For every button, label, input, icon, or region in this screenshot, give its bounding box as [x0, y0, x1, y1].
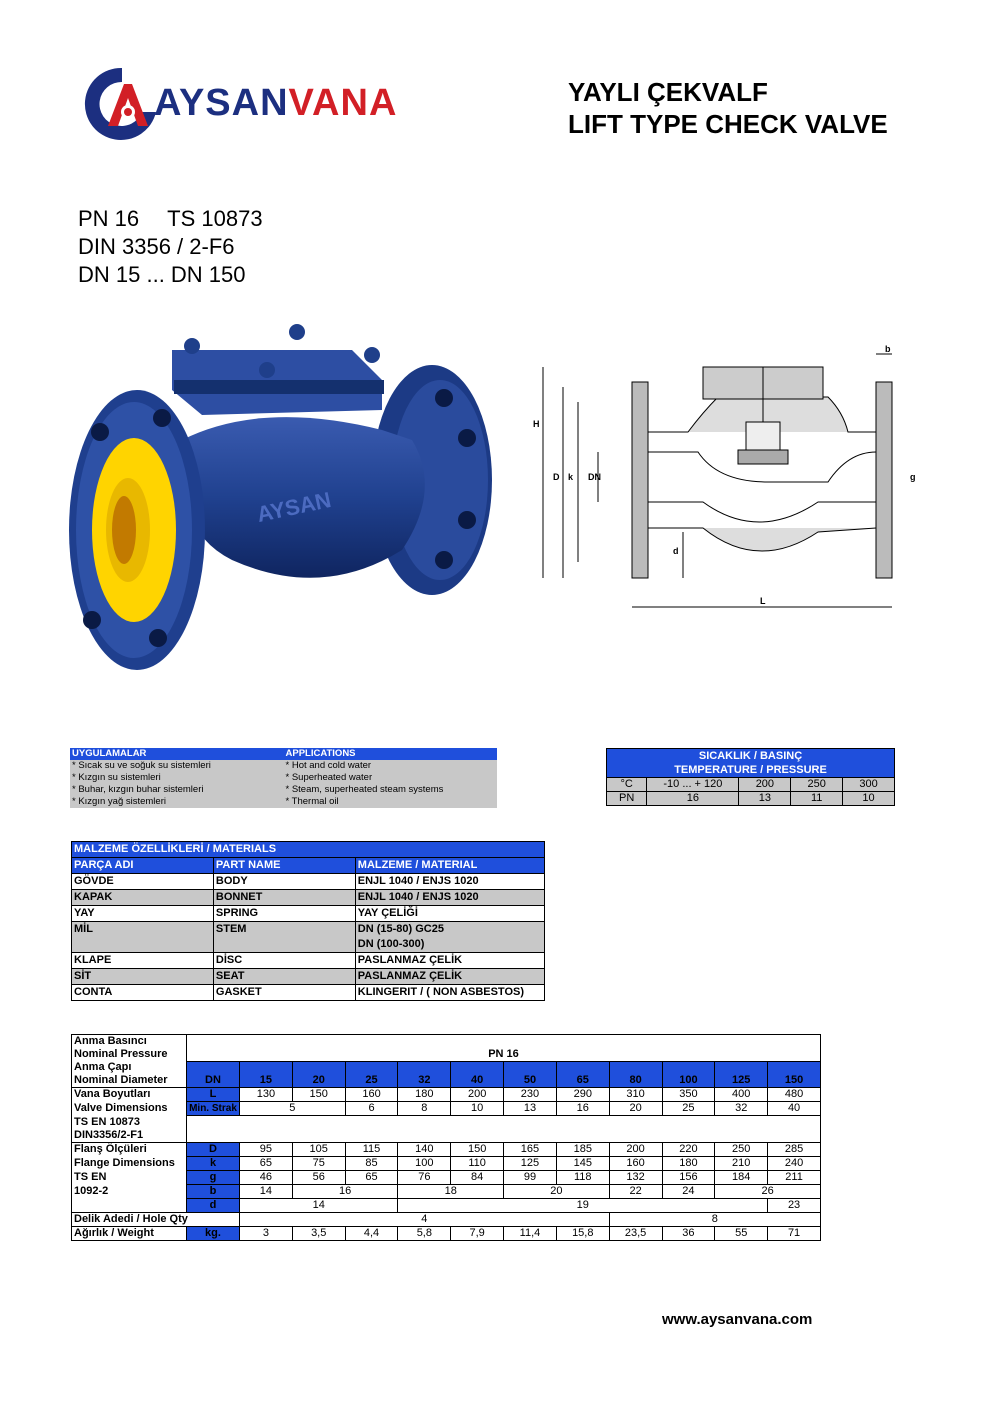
nominal-diameter-label-tr: Anma Çapı: [72, 1061, 187, 1074]
strak-value: 5: [240, 1102, 346, 1116]
weight-value: 3: [240, 1226, 293, 1240]
strak-value: 16: [556, 1102, 609, 1116]
part-material: ENJL 1040 / ENJS 1020: [355, 890, 544, 906]
temp-value: 300: [843, 778, 895, 792]
dim-label-d-hole: d: [673, 546, 679, 556]
dim-label-g: g: [910, 472, 916, 482]
pressure-value: 10: [843, 792, 895, 806]
materials-title: MALZEME ÖZELLİKLERİ / MATERIALS: [72, 842, 545, 858]
l-value: 350: [662, 1088, 715, 1102]
part-name-tr: CONTA: [72, 985, 214, 1001]
g-value: 132: [609, 1170, 662, 1184]
brand-logo: [82, 64, 482, 142]
application-en: * Steam, superheated steam systems: [284, 784, 498, 796]
application-tr: * Sıcak su ve soğuk su sistemleri: [70, 760, 284, 772]
hole-qty-label: Delik Adedi / Hole Qty: [72, 1212, 240, 1226]
part-name-en: SPRING: [213, 906, 355, 922]
g-value: 156: [662, 1170, 715, 1184]
weight-value: 36: [662, 1226, 715, 1240]
dn-value: 32: [398, 1061, 451, 1088]
flange-d-value: 185: [556, 1142, 609, 1156]
part-material: PASLANMAZ ÇELİK: [355, 953, 544, 969]
min-strak-label: Min. Strak: [187, 1102, 240, 1116]
brand-wordmark: [154, 82, 397, 125]
dn-value: 25: [345, 1061, 398, 1088]
temperature-pressure-table: [606, 748, 895, 806]
valve-dimensions-label-en: Valve Dimensions: [72, 1102, 187, 1116]
hole-d-value: 14: [240, 1198, 398, 1212]
flange-d-label: D: [187, 1142, 240, 1156]
l-value: 290: [556, 1088, 609, 1102]
part-name-en: STEM: [213, 922, 355, 953]
pressure-value: 13: [739, 792, 791, 806]
k-value: 85: [345, 1156, 398, 1170]
temp-header-en: TEMPERATURE / PRESSURE: [607, 763, 895, 778]
application-tr: * Buhar, kızgın buhar sistemleri: [70, 784, 284, 796]
valve-dimensions-label-tr: Vana Boyutları: [72, 1088, 187, 1102]
dn-value: 125: [715, 1061, 768, 1088]
page-title: [568, 76, 888, 140]
part-name-tr: MİL: [72, 922, 214, 953]
part-name-tr: KLAPE: [72, 953, 214, 969]
title-turkish: YAYLI ÇEKVALF: [568, 77, 768, 107]
flange-d-value: 200: [609, 1142, 662, 1156]
l-value: 150: [292, 1088, 345, 1102]
strak-value: 8: [398, 1102, 451, 1116]
b-value: 24: [662, 1184, 715, 1198]
nominal-pressure-label-en: Nominal Pressure: [72, 1048, 187, 1061]
weight-value: 55: [715, 1226, 768, 1240]
part-material: ENJL 1040 / ENJS 1020: [355, 874, 544, 890]
b-value: 18: [398, 1184, 504, 1198]
part-material: PASLANMAZ ÇELİK: [355, 969, 544, 985]
temp-unit-label: °C: [607, 778, 647, 792]
b-value: 26: [715, 1184, 821, 1198]
l-label: L: [187, 1088, 240, 1102]
part-name-tr: KAPAK: [72, 890, 214, 906]
dn-value: 50: [504, 1061, 557, 1088]
strak-value: 32: [715, 1102, 768, 1116]
weight-value: 5,8: [398, 1226, 451, 1240]
g-value: 118: [556, 1170, 609, 1184]
pressure-value: 16: [647, 792, 739, 806]
application-row: [70, 784, 497, 796]
svg-text:AYSAN: AYSAN: [254, 487, 334, 528]
part-name-tr: SİT: [72, 969, 214, 985]
l-value: 160: [345, 1088, 398, 1102]
materials-col-header: PART NAME: [213, 858, 355, 874]
dim-label-h: H: [533, 419, 540, 429]
materials-header-row: [72, 858, 545, 874]
hole-d-label: d: [187, 1198, 240, 1212]
material-row: [72, 890, 545, 906]
pressure-label: PN: [607, 792, 647, 806]
flange-d-value: 285: [768, 1142, 821, 1156]
flange-d-value: 165: [504, 1142, 557, 1156]
materials-col-header: MALZEME / MATERIAL: [355, 858, 544, 874]
b-value: 14: [240, 1184, 293, 1198]
weight-value: 4,4: [345, 1226, 398, 1240]
flange-d-value: 115: [345, 1142, 398, 1156]
strak-value: 10: [451, 1102, 504, 1116]
g-value: 84: [451, 1170, 504, 1184]
material-row: [72, 969, 545, 985]
dn-value: 100: [662, 1061, 715, 1088]
standard-dn-range: DN 15 ... DN 150: [78, 262, 246, 287]
dn-label: DN: [187, 1061, 240, 1088]
b-value: 22: [609, 1184, 662, 1198]
part-name-en: BODY: [213, 874, 355, 890]
l-value: 180: [398, 1088, 451, 1102]
temp-unit-row: [607, 778, 895, 792]
applications-header-en: APPLICATIONS: [284, 748, 498, 760]
l-value: 480: [768, 1088, 821, 1102]
materials-table: [71, 841, 545, 1001]
application-en: * Superheated water: [284, 772, 498, 784]
temp-value: -10 ... + 120: [647, 778, 739, 792]
standard-din: DIN 3356 / 2-F6: [78, 234, 235, 259]
k-value: 210: [715, 1156, 768, 1170]
strak-value: 20: [609, 1102, 662, 1116]
product-photo: [62, 320, 502, 680]
part-name-tr: YAY: [72, 906, 214, 922]
flange-d-value: 105: [292, 1142, 345, 1156]
nominal-pressure-value: PN 16: [187, 1035, 821, 1062]
g-value: 76: [398, 1170, 451, 1184]
application-en: * Hot and cold water: [284, 760, 498, 772]
part-name-en: BONNET: [213, 890, 355, 906]
material-row: [72, 953, 545, 969]
k-value: 180: [662, 1156, 715, 1170]
weight-label: Ağırlık / Weight: [72, 1226, 187, 1240]
dn-value: 65: [556, 1061, 609, 1088]
k-value: 145: [556, 1156, 609, 1170]
technical-drawing: [528, 342, 918, 620]
application-row: [70, 796, 497, 808]
k-value: 75: [292, 1156, 345, 1170]
title-english: LIFT TYPE CHECK VALVE: [568, 109, 888, 139]
dim-label-l: L: [760, 596, 766, 606]
strak-value: 6: [345, 1102, 398, 1116]
g-value: 56: [292, 1170, 345, 1184]
dn-value: 80: [609, 1061, 662, 1088]
g-value: 184: [715, 1170, 768, 1184]
application-row: [70, 760, 497, 772]
strak-value: 13: [504, 1102, 557, 1116]
weight-value: 71: [768, 1226, 821, 1240]
part-name-en: GASKET: [213, 985, 355, 1001]
k-value: 240: [768, 1156, 821, 1170]
dim-label-k: k: [568, 472, 574, 482]
temp-value: 200: [739, 778, 791, 792]
standard-ts: TS 10873: [167, 206, 263, 231]
temp-value: 250: [791, 778, 843, 792]
material-row: [72, 906, 545, 922]
part-name-en: SEAT: [213, 969, 355, 985]
hole-qty-value: 8: [609, 1212, 820, 1226]
l-value: 230: [504, 1088, 557, 1102]
weight-value: 7,9: [451, 1226, 504, 1240]
l-value: 400: [715, 1088, 768, 1102]
flange-d-value: 150: [451, 1142, 504, 1156]
valve-standard-2: DIN3356/2-F1: [72, 1129, 187, 1143]
material-row: [72, 874, 545, 890]
part-name-tr: GÖVDE: [72, 874, 214, 890]
k-value: 110: [451, 1156, 504, 1170]
weight-unit: kg.: [187, 1226, 240, 1240]
part-material-line2: DN (100-300): [357, 938, 425, 950]
b-label: b: [187, 1184, 240, 1198]
part-material-line1: DN (15-80) GC25: [357, 923, 444, 935]
k-label: k: [187, 1156, 240, 1170]
g-value: 46: [240, 1170, 293, 1184]
logo-emblem-icon: [82, 64, 162, 142]
part-name-en: DİSC: [213, 953, 355, 969]
k-value: 65: [240, 1156, 293, 1170]
application-tr: * Kızgın yağ sistemleri: [70, 796, 284, 808]
brand-name-part2: VANA: [288, 82, 398, 124]
weight-value: 15,8: [556, 1226, 609, 1240]
pressure-row: [607, 792, 895, 806]
dim-label-b: b: [885, 344, 891, 354]
standard-pn: PN 16: [78, 206, 140, 231]
flange-dimensions-label-en: Flange Dimensions: [72, 1156, 187, 1170]
materials-col-header: PARÇA ADI: [72, 858, 214, 874]
l-value: 310: [609, 1088, 662, 1102]
dn-value: 20: [292, 1061, 345, 1088]
application-en: * Thermal oil: [284, 796, 498, 808]
website-link[interactable]: www.aysanvana.com: [662, 1311, 813, 1328]
dim-label-d-outer: D: [553, 472, 560, 482]
strak-value: 25: [662, 1102, 715, 1116]
strak-value: 40: [768, 1102, 821, 1116]
dim-label-dn: DN: [588, 472, 601, 482]
b-value: 20: [504, 1184, 610, 1198]
l-value: 130: [240, 1088, 293, 1102]
application-row: [70, 772, 497, 784]
dn-value: 40: [451, 1061, 504, 1088]
dn-value: 15: [240, 1061, 293, 1088]
k-value: 160: [609, 1156, 662, 1170]
flange-d-value: 220: [662, 1142, 715, 1156]
weight-value: 3,5: [292, 1226, 345, 1240]
standards-block: [78, 205, 263, 289]
flange-d-value: 250: [715, 1142, 768, 1156]
l-value: 200: [451, 1088, 504, 1102]
hole-d-value: 23: [768, 1198, 821, 1212]
valve-standard-1: TS EN 10873: [72, 1116, 187, 1129]
brand-name-part1: AYSAN: [154, 82, 289, 124]
flange-standard-1: TS EN: [72, 1170, 187, 1184]
flange-d-value: 95: [240, 1142, 293, 1156]
g-value: 65: [345, 1170, 398, 1184]
b-value: 16: [292, 1184, 398, 1198]
flange-d-value: 140: [398, 1142, 451, 1156]
applications-header-tr: UYGULAMALAR: [70, 748, 284, 760]
g-label: g: [187, 1170, 240, 1184]
temp-header-tr: SICAKLIK / BASINÇ: [607, 749, 895, 764]
weight-value: 11,4: [504, 1226, 557, 1240]
k-value: 125: [504, 1156, 557, 1170]
pressure-value: 11: [791, 792, 843, 806]
g-value: 211: [768, 1170, 821, 1184]
part-material: KLINGERIT / ( NON ASBESTOS): [355, 985, 544, 1001]
hole-qty-value: 4: [240, 1212, 610, 1226]
g-value: 99: [504, 1170, 557, 1184]
flange-standard-2: 1092-2: [72, 1184, 187, 1198]
dn-value: 150: [768, 1061, 821, 1088]
k-value: 100: [398, 1156, 451, 1170]
dimensions-table: [71, 1034, 821, 1241]
material-row: [72, 985, 545, 1001]
part-material: YAY ÇELİĞİ: [355, 906, 544, 922]
hole-d-value: 19: [398, 1198, 768, 1212]
nominal-pressure-label-tr: Anma Basıncı: [72, 1035, 187, 1049]
part-material: [355, 922, 544, 953]
weight-value: 23,5: [609, 1226, 662, 1240]
material-row: [72, 922, 545, 953]
nominal-diameter-label-en: Nominal Diameter: [72, 1074, 187, 1088]
applications-table: [70, 748, 497, 808]
application-tr: * Kızgın su sistemleri: [70, 772, 284, 784]
flange-dimensions-label-tr: Flanş Ölçüleri: [72, 1142, 187, 1156]
